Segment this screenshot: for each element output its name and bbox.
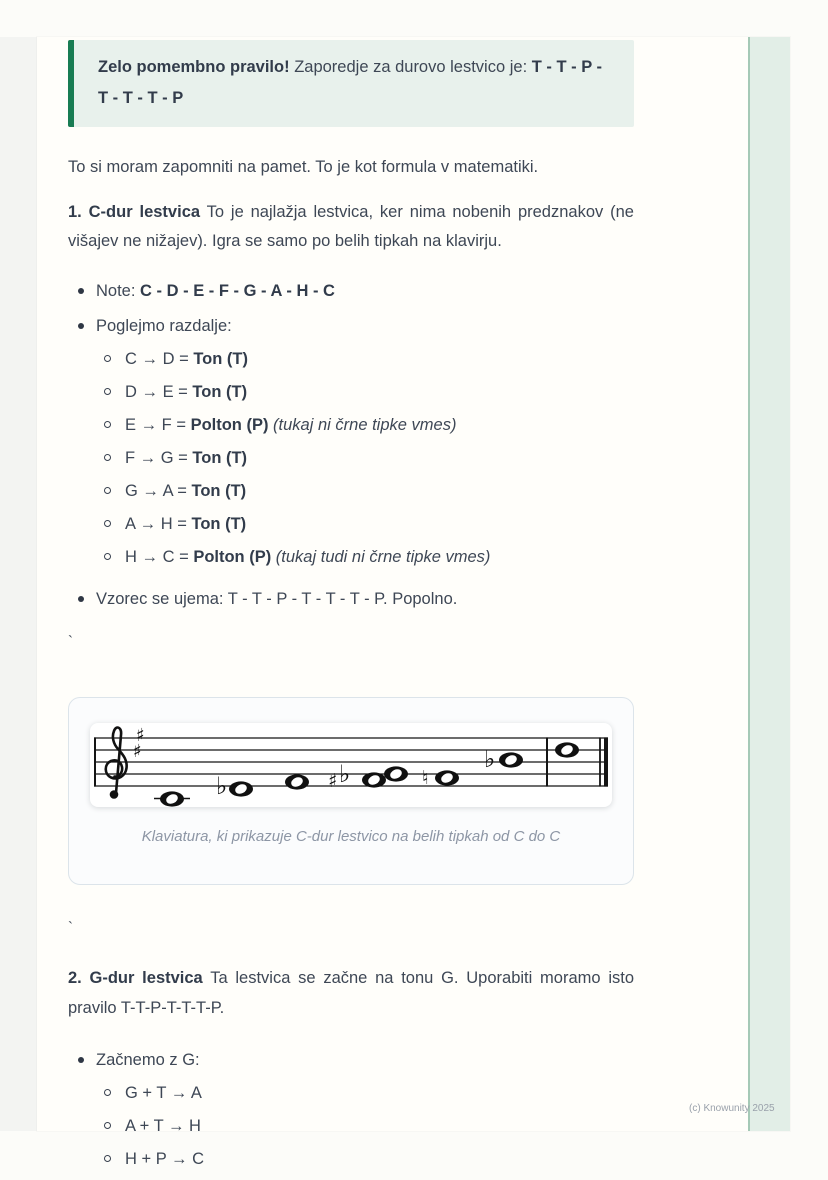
distances-sub-list: [96, 345, 634, 571]
step-item: G + T → A: [96, 1079, 634, 1107]
list-item-notes: [68, 277, 634, 305]
callout-pattern: T - T - P - T - T - T - P: [98, 58, 603, 107]
document-content: [68, 37, 634, 1180]
section-1-list: [68, 277, 634, 613]
stray-backtick-1: `: [68, 633, 73, 650]
whole-note: [362, 772, 386, 787]
list-item-start: [68, 1046, 634, 1173]
whole-note: [555, 742, 579, 757]
section-1-heading: 1. C-dur lestvica: [68, 203, 201, 221]
document-page: [37, 37, 790, 1168]
callout-text: Zaporedje za durovo lestvico je:: [289, 58, 532, 76]
whole-note: [160, 791, 184, 806]
natural-icon: ♮: [422, 767, 429, 789]
distance-item: G → A = Ton (T): [96, 477, 634, 505]
section-2-heading: 2. G-dur lestvica: [68, 969, 203, 987]
flat-icon: ♭: [339, 760, 351, 788]
list-item-distances: [68, 312, 634, 571]
section-1-body: To je najlažja lestvica, ker nima nobenih predznakov (ne višajev ne nižajev). Igra se samo po belih tipkah na klavirju.: [68, 203, 634, 250]
distance-item: H → C = Polton (P) (tukaj tudi ni črne tipke vmes): [96, 543, 634, 571]
section-2-list: [68, 1046, 634, 1173]
steps-sub-list: [96, 1079, 634, 1173]
key-signature-sharp-icon: ♯: [136, 725, 145, 746]
step-item: A + T → H: [96, 1112, 634, 1140]
stray-backtick-2: `: [68, 919, 73, 936]
music-staff-svg: [90, 723, 612, 807]
figure-caption: Klaviatura, ki prikazuje C-dur lestvico na belih tipkah od C do C: [141, 828, 561, 845]
flat-icon: ♭: [484, 745, 496, 773]
flat-icon: ♭: [216, 772, 228, 800]
section-2-paragraph: [68, 963, 634, 1023]
whole-note: [384, 766, 408, 781]
sharp-icon: ♯: [328, 770, 338, 792]
music-figure: [68, 697, 634, 885]
whole-note: [435, 770, 459, 785]
notes-label: Note:: [96, 282, 141, 300]
staff-lines: [94, 738, 608, 786]
distance-item: E → F = Polton (P) (tukaj ni črne tipke vmes): [96, 411, 634, 439]
knowunity-watermark: (c) Knowunity 2025: [689, 1103, 775, 1114]
distance-item: D → E = Ton (T): [96, 378, 634, 406]
section-2-body: Ta lestvica se začne na tonu G. Uporabiti moramo isto pravilo T-T-P-T-T-T-P.: [68, 969, 634, 1017]
important-rule-callout: [68, 40, 634, 127]
green-side-strip: [748, 37, 790, 1131]
page-margin-gutter: [0, 37, 37, 1131]
notes-sequence: C - D - E - F - G - A - H - C: [140, 282, 335, 300]
callout-bold-lead: Zelo pomembno pravilo!: [98, 58, 290, 76]
intro-paragraph: To si moram zapomniti na pamet. To je kot formula v matematiki.: [68, 158, 539, 176]
start-label: Začnemo z G:: [96, 1051, 200, 1069]
step-item: H + P → C: [96, 1145, 634, 1173]
staff-image: [90, 723, 612, 807]
distance-item: C → D = Ton (T): [96, 345, 634, 373]
section-1-paragraph: [68, 198, 634, 256]
distance-item: A → H = Ton (T): [96, 510, 634, 538]
whole-note: [229, 781, 253, 796]
key-signature-sharp-icon: ♯: [133, 741, 142, 762]
distance-item: F → G = Ton (T): [96, 444, 634, 472]
list-item-pattern: Vzorec se ujema: T - T - P - T - T - T - P. Popolno.: [68, 585, 634, 613]
whole-note: [499, 752, 523, 767]
whole-note: [285, 774, 309, 789]
distances-label: Poglejmo razdalje:: [96, 317, 232, 335]
